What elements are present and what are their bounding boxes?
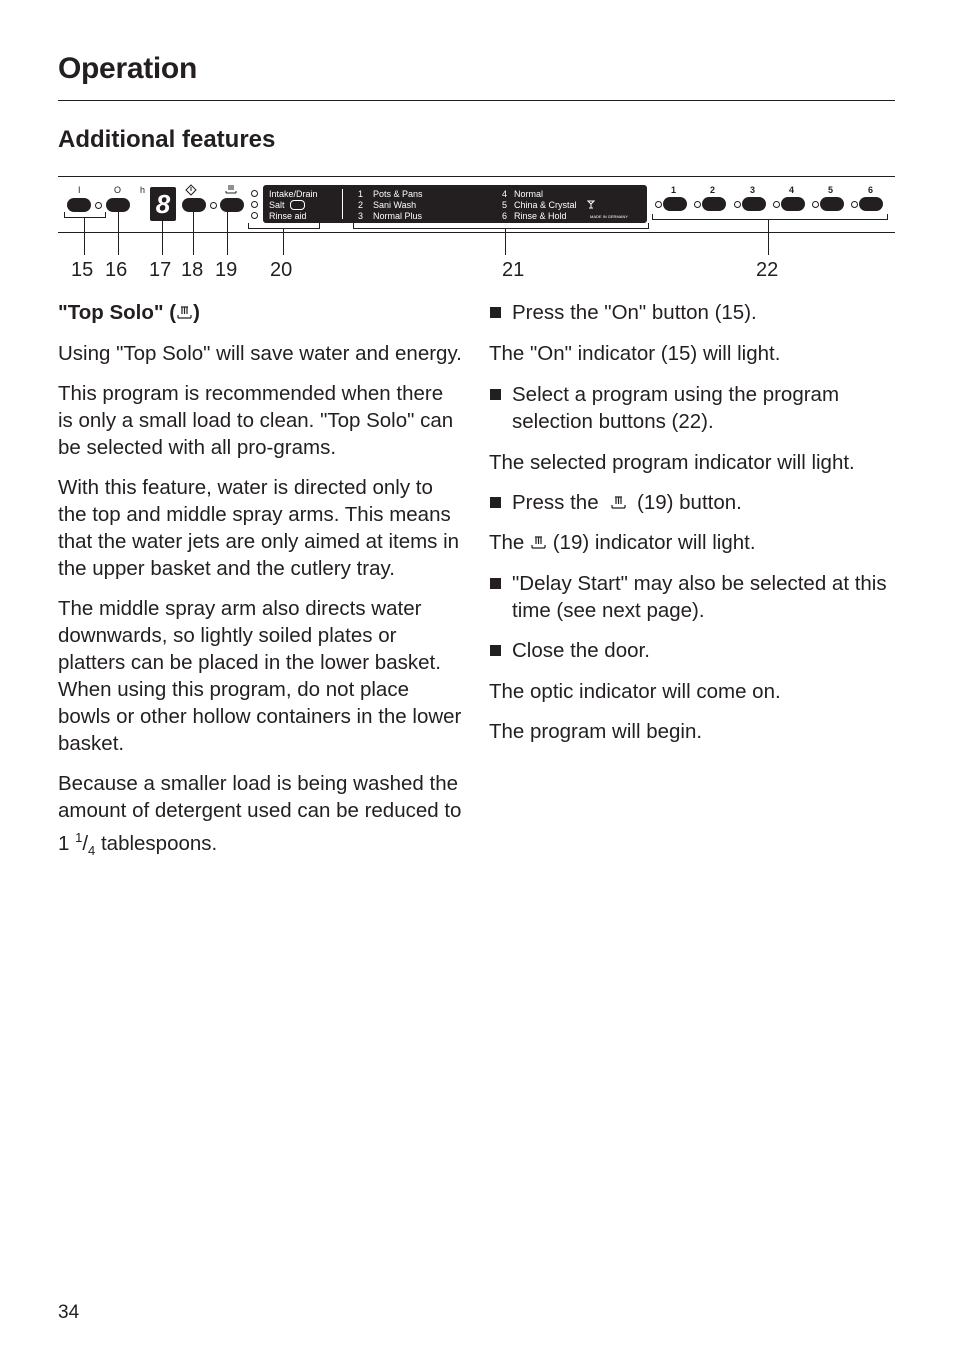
intake-drain-indicator <box>251 190 258 197</box>
top-solo-indicator <box>210 202 217 209</box>
off-symbol: O <box>114 185 122 195</box>
program-button-5[interactable] <box>820 197 844 211</box>
paragraph: Using "Top Solo" will save water and energy. <box>58 342 462 365</box>
callout-line <box>227 212 228 255</box>
program-button-2[interactable] <box>702 197 726 211</box>
program-number: 5 <box>502 200 508 210</box>
program-button-3[interactable] <box>742 197 766 211</box>
callout-line <box>84 218 85 255</box>
program-name: Normal Plus <box>373 211 423 221</box>
program-number: 2 <box>358 200 364 210</box>
program-name: Sani Wash <box>373 200 417 210</box>
paragraph: The optic indicator will come on. <box>489 680 781 703</box>
indicator-label: Salt <box>269 200 285 210</box>
callout-number: 15 <box>71 259 94 281</box>
program-number: 1 <box>358 189 364 199</box>
program-button-label: 1 <box>671 185 677 195</box>
indicator-label: Rinse aid <box>269 211 307 221</box>
top-solo-icon <box>610 494 627 511</box>
program-button-label: 6 <box>868 185 874 195</box>
callout-number: 18 <box>181 259 204 281</box>
list-item: Close the door. <box>489 637 899 664</box>
callout-number: 17 <box>149 259 172 281</box>
callout-number: 19 <box>215 259 238 281</box>
page-subtitle: Additional features <box>58 126 276 153</box>
paragraph: The "On" indicator (15) will light. <box>489 342 781 365</box>
program-button-label: 3 <box>750 185 756 195</box>
list-item: Press the "On" button (15). <box>489 299 899 326</box>
program-button-label: 2 <box>710 185 716 195</box>
power-bracket <box>64 212 106 218</box>
paragraph: This program is recommended when there is only a small load to clean. "Top Solo" can be selected with all pro-grams. <box>58 382 454 459</box>
on-symbol: I <box>78 185 81 195</box>
indicator-bracket <box>248 223 320 229</box>
paragraph: The middle spray arm also directs water downwards, so lightly soiled plates or platters can be placed in the lower basket. <box>58 597 441 674</box>
indicator-label: Intake/Drain <box>269 189 318 199</box>
paragraph: With this feature, water is directed only to the top and middle spray arms. This means that the water jets are only aimed at items in the upper basket and the cutlery tray. <box>58 476 460 580</box>
off-button[interactable] <box>106 198 130 212</box>
program-name: Rinse & Hold <box>514 211 567 221</box>
callout-line <box>193 212 194 255</box>
callout-number: 21 <box>502 259 525 281</box>
program-number: 4 <box>502 189 508 199</box>
program-button-label: 4 <box>789 185 795 195</box>
program-number: 6 <box>502 211 508 221</box>
top-solo-icon <box>530 534 547 551</box>
salt-icon <box>290 200 305 210</box>
top-solo-heading: "Top Solo" ( ) <box>58 301 200 324</box>
program-name: Normal <box>514 189 544 199</box>
time-display: 8 <box>150 187 176 221</box>
paragraph: The (19) indicator will light. <box>489 531 756 554</box>
program-button-1[interactable] <box>663 197 687 211</box>
program-number: 3 <box>358 211 364 221</box>
top-solo-icon <box>225 184 237 195</box>
hours-symbol: h <box>140 185 146 195</box>
wine-glass-icon <box>587 200 595 209</box>
on-indicator <box>95 202 102 209</box>
list-item: Press the (19) button. <box>489 489 899 516</box>
rinse-aid-indicator <box>251 212 258 219</box>
program-indicator <box>812 201 819 208</box>
section-title: Operation <box>58 52 197 85</box>
bullet <box>490 578 501 589</box>
program-button-6[interactable] <box>859 197 883 211</box>
top-solo-icon <box>176 304 193 321</box>
callout-line <box>768 220 769 255</box>
bullet <box>490 645 501 656</box>
on-button[interactable] <box>67 198 91 212</box>
callout-line <box>162 221 163 255</box>
top-solo-button[interactable] <box>220 198 244 212</box>
delay-start-icon <box>185 184 197 196</box>
display-divider <box>342 189 343 219</box>
paragraph: When using this program, do not place bowls or other hollow containers in the lower basket. <box>58 678 462 755</box>
title-rule <box>58 100 895 101</box>
paragraph: The selected program indicator will light. <box>489 451 855 474</box>
panel-bottom-edge <box>58 232 895 233</box>
callout-line <box>505 229 506 255</box>
program-button-4[interactable] <box>781 197 805 211</box>
program-indicator <box>773 201 780 208</box>
program-display <box>263 185 647 223</box>
program-indicator <box>655 201 662 208</box>
salt-indicator <box>251 201 258 208</box>
bullet <box>490 307 501 318</box>
callout-line <box>283 229 284 255</box>
bullet <box>490 497 501 508</box>
callout-number: 20 <box>270 259 293 281</box>
callout-number: 22 <box>756 259 779 281</box>
program-bracket <box>652 214 888 220</box>
list-item: Select a program using the program selection buttons (22). <box>489 381 899 435</box>
right-column <box>489 299 899 745</box>
program-indicator <box>694 201 701 208</box>
delay-start-button[interactable] <box>182 198 206 212</box>
list-item: "Delay Start" may also be selected at this time (see next page). <box>489 570 899 624</box>
bullet <box>490 389 501 400</box>
callout-line <box>118 212 119 255</box>
paragraph: The program will begin. <box>489 720 703 743</box>
program-indicator <box>734 201 741 208</box>
display-bracket <box>353 223 649 229</box>
panel-top-edge <box>58 176 895 177</box>
left-column <box>58 299 463 864</box>
page-number: 34 <box>58 1302 80 1323</box>
program-name: Pots & Pans <box>373 189 423 199</box>
paragraph-detergent: Because a smaller load is being washed the amount of detergent used can be reduced to 1 $^1/_4$ tablespoons. <box>58 772 462 858</box>
program-name: China & Crystal <box>514 200 577 210</box>
program-indicator <box>851 201 858 208</box>
program-button-label: 5 <box>828 185 834 195</box>
callout-number: 16 <box>105 259 128 281</box>
made-in-label: MADE IN GERMANY <box>590 214 629 219</box>
